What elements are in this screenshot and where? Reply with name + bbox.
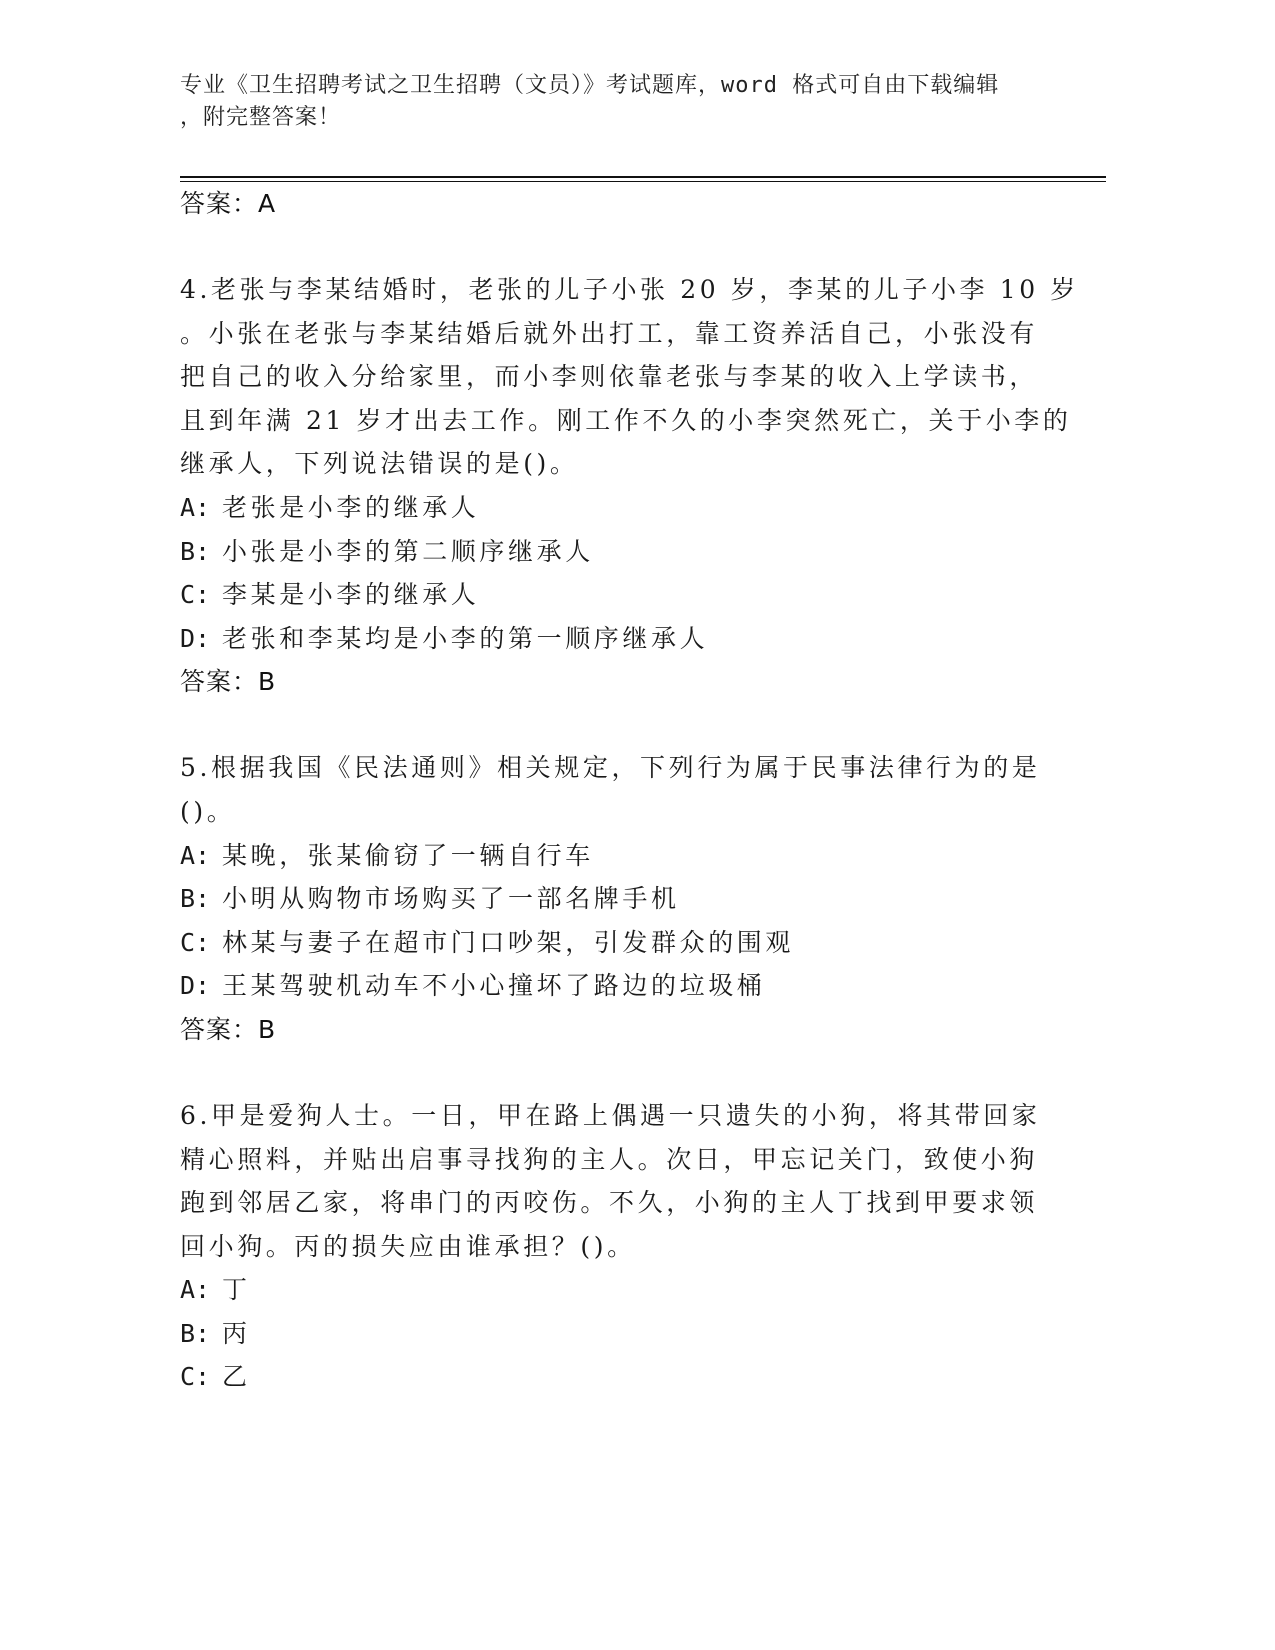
option-text: 乙 <box>222 1362 251 1392</box>
option-key: C: <box>180 580 211 610</box>
option-key: D: <box>180 971 211 1001</box>
answer-label: 答案：B <box>180 667 277 697</box>
option-c <box>180 921 1040 965</box>
option-text: 丙 <box>222 1318 251 1348</box>
question-stem <box>180 1094 1040 1268</box>
header-line: 专业《卫生招聘考试之卫生招聘（文员）》考试题库，word 格式可自由下载编辑 <box>180 73 1000 98</box>
option-b <box>180 1312 1040 1356</box>
option-key: A: <box>180 492 211 522</box>
question-stem <box>180 746 1040 833</box>
option-key: B: <box>180 536 211 566</box>
option-text: 小张是小李的第二顺序继承人 <box>222 536 594 566</box>
stem-line: 6.甲是爱狗人士。一日，甲在路上偶遇一只遗失的小狗，将其带回家 <box>180 1100 1041 1130</box>
question-list <box>180 182 1079 1399</box>
spacer <box>180 226 1040 268</box>
option-key: D: <box>180 623 211 653</box>
stem-line: 继承人，下列说法错误的是()。 <box>180 449 579 479</box>
option-key: B: <box>180 1318 211 1348</box>
stem-line: 且到年满 21 岁才出去工作。刚工作不久的小李突然死亡，关于小李的 <box>180 405 1072 435</box>
stem-line: 4.老张与李某结婚时，老张的儿子小张 20 岁，李某的儿子小李 10 岁 <box>180 275 1079 304</box>
option-a <box>180 1268 1040 1312</box>
option-key: C: <box>180 927 211 957</box>
stem-line: ()。 <box>180 796 236 826</box>
stem-line: 精心照料，并贴出启事寻找狗的主人。次日，甲忘记关门，致使小狗 <box>180 1144 1039 1174</box>
spacer <box>180 704 1040 746</box>
answer-label: 答案：B <box>180 1014 277 1044</box>
question-5 <box>180 746 1040 1052</box>
option-key: C: <box>180 1362 211 1392</box>
header-line: ，附完整答案！ <box>180 105 342 130</box>
option-text: 李某是小李的继承人 <box>222 580 480 610</box>
option-key: B: <box>180 884 211 914</box>
option-text: 某晚，张某偷窃了一辆自行车 <box>222 840 594 870</box>
option-b <box>180 877 1040 921</box>
header-divider-thick <box>180 176 1106 178</box>
document-header <box>180 70 1060 134</box>
option-a <box>180 834 1040 878</box>
answer-label: 答案：A <box>180 189 277 218</box>
spacer <box>180 1052 1040 1094</box>
option-b <box>180 530 1040 574</box>
option-a <box>180 486 1040 530</box>
stem-line: 。小张在老张与李某结婚后就外出打工，靠工资养活自己，小张没有 <box>180 318 1039 348</box>
question-6 <box>180 1094 1040 1399</box>
stem-line: 回小狗。丙的损失应由谁承担？()。 <box>180 1231 636 1261</box>
stem-line: 5.根据我国《民法通则》相关规定，下列行为属于民事法律行为的是 <box>180 753 1041 783</box>
option-text: 王某驾驶机动车不小心撞坏了路边的垃圾桶 <box>222 971 766 1001</box>
stem-line: 把自己的收入分给家里，而小李则依靠老张与李某的收入上学读书， <box>180 362 1039 392</box>
question-4 <box>180 268 1079 704</box>
question-stem <box>180 268 1079 486</box>
stem-line: 跑到邻居乙家，将串门的丙咬伤。不久，小狗的主人丁找到甲要求领 <box>180 1188 1039 1218</box>
option-key: A: <box>180 1275 211 1305</box>
option-d <box>180 964 1040 1008</box>
option-d <box>180 617 1040 661</box>
option-text: 老张是小李的继承人 <box>222 492 480 522</box>
option-key: A: <box>180 840 211 870</box>
option-c <box>180 573 1040 617</box>
option-text: 丁 <box>222 1275 251 1305</box>
option-c <box>180 1355 1040 1399</box>
option-text: 林某与妻子在超市门口吵架，引发群众的围观 <box>222 927 795 957</box>
option-text: 小明从购物市场购买了一部名牌手机 <box>222 884 680 914</box>
option-text: 老张和李某均是小李的第一顺序继承人 <box>222 623 709 653</box>
